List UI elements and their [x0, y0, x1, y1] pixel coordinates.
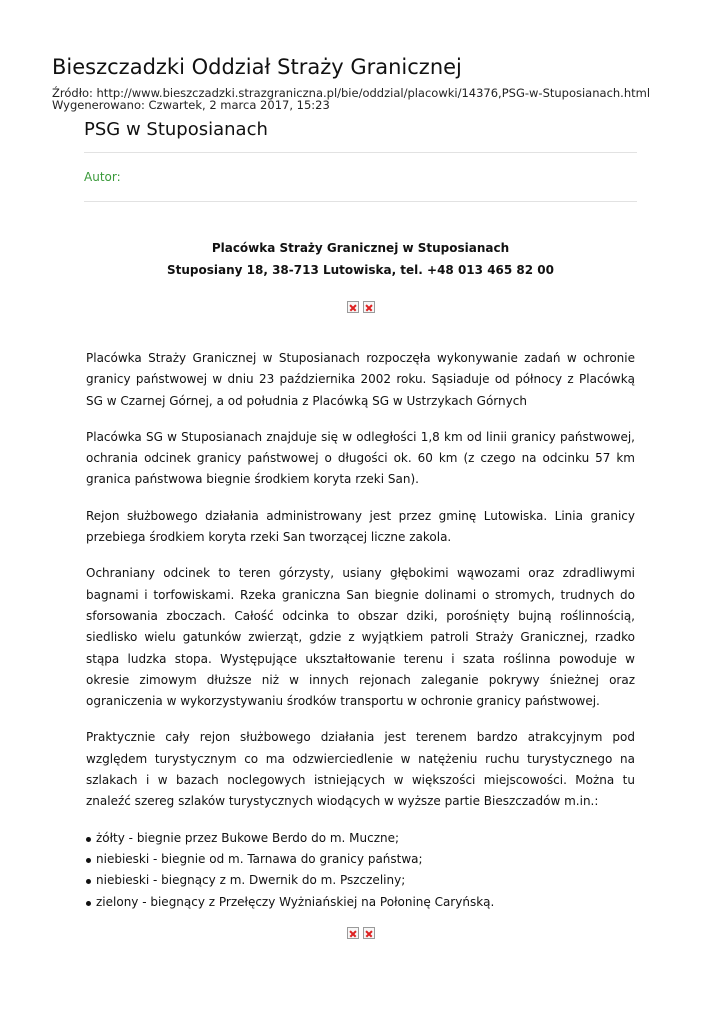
broken-image-icon	[363, 301, 375, 313]
list-item: niebieski - biegnący z m. Dwernik do m. Pszczeliny;	[86, 870, 635, 891]
divider	[84, 152, 637, 153]
article-title: PSG w Stuposianach	[84, 119, 268, 140]
broken-image-icon	[347, 927, 359, 939]
broken-image-icon	[363, 927, 375, 939]
source-line: Źródło: http://www.bieszczadzki.strazgraniczna.pl/bie/oddzial/placowki/14376,PSG-w-Stuposianach.html	[52, 86, 651, 100]
trail-list	[86, 828, 635, 913]
site-title: Bieszczadzki Oddział Straży Granicznej	[52, 55, 462, 79]
divider	[84, 201, 637, 202]
author-label: Autor:	[84, 170, 121, 184]
article-heading: Placówka Straży Granicznej w Stuposianach	[211, 241, 510, 255]
address-line: Stuposiany 18, 38-713 Lutowiska, tel. +48 013 465 82 00	[166, 263, 554, 277]
paragraph: Placówka SG w Stuposianach znajduje się w odległości 1,8 km od linii granicy państwowej, ochrania odcinek granicy państwowej o długości ok. 60 km (z czego na odcinku 57 km granica państwowa biegnie środkiem koryta rzeki San).	[86, 429, 635, 487]
article-body	[86, 348, 635, 913]
paragraph: Ochraniany odcinek to teren górzysty, usiany głębokimi wąwozami oraz zdradliwymi bagnami i torfowiskami. Rzeka graniczna San biegnie dolinami o stromych, trudnych do sforsowania zboczach. Całość odcinka to obszar dziki, porośnięty bujną roślinnością, siedlisko wielu gatunków zwierząt, gdzie z wyjątkiem patroli Straży Granicznej, rzadko stąpa ludzka stopa. Występujące ukształtowanie terenu i szata roślinna powoduje w okresie zimowym dłuższe niż w innych rejonach zaleganie pokrywy śnieżnej oraz ograniczenia w wykorzystywaniu środków transportu w ochronie granicy państwowej.	[86, 566, 635, 709]
image-row	[84, 927, 637, 941]
list-item: niebieski - biegnie od m. Tarnawa do granicy państwa;	[86, 849, 635, 870]
list-item: zielony - biegnący z Przełęczy Wyżniańskiej na Połoninę Caryńską.	[86, 892, 635, 913]
generated-line: Wygenerowano: Czwartek, 2 marca 2017, 15:23	[52, 98, 330, 112]
image-row	[84, 301, 637, 315]
broken-image-icon	[347, 301, 359, 313]
paragraph: Rejon służbowego działania administrowany jest przez gminę Lutowiska. Linia granicy przebiega środkiem koryta rzeki San tworzącej liczne zakola.	[86, 508, 635, 545]
list-item: żółty - biegnie przez Bukowe Berdo do m. Muczne;	[86, 828, 635, 849]
paragraph: Praktycznie cały rejon służbowego działania jest terenem bardzo atrakcyjnym pod względem turystycznym co ma odzwierciedlenie w natężeniu ruchu turystycznego na szlakach i w bazach noclegowych istniejących w większości miejscowości. Można tu znaleźć szereg szlaków turystycznych wiodących w wyższe partie Bieszczadów m.in.:	[86, 730, 635, 809]
paragraph: Placówka Straży Granicznej w Stuposianach rozpoczęła wykonywanie zadań w ochronie granicy państwowej w dniu 23 października 2002 roku. Sąsiaduje od północy z Placówką SG w Czarnej Górnej, a od południa z Placówką SG w Ustrzykach Górnych	[86, 351, 635, 408]
